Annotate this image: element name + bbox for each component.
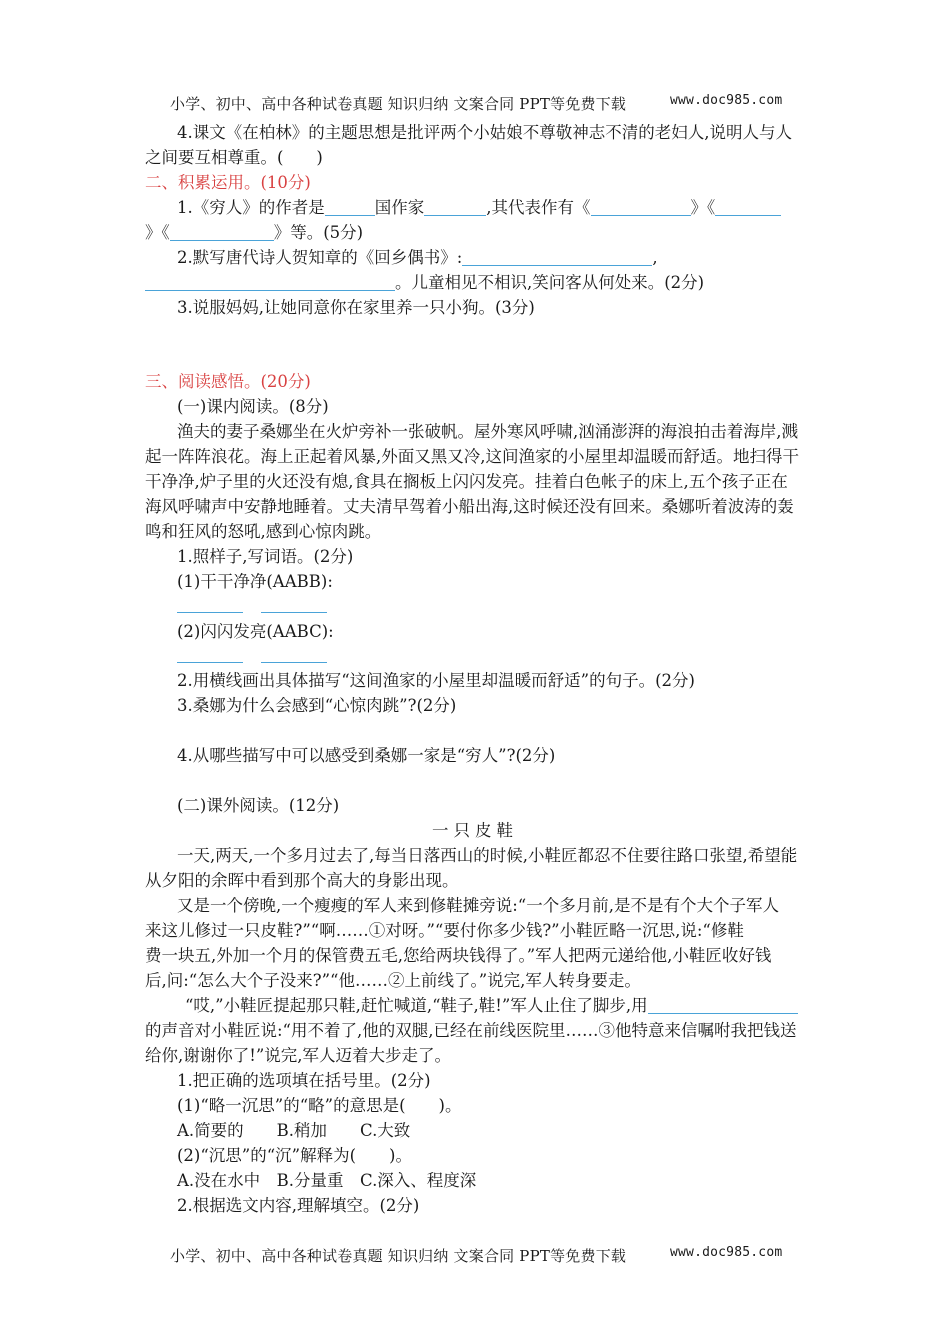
- sec1-title: (一)课内阅读。(8分): [177, 397, 329, 416]
- answer-line-aabb-1[interactable]: [177, 612, 243, 613]
- reading-q4: 4.从哪些描写中可以感受到桑娜一家是“穷人”?(2分): [177, 746, 556, 765]
- work1-blank[interactable]: [591, 197, 691, 216]
- reading-q1-2: (2)闪闪发亮(AABC):: [177, 622, 334, 641]
- reading-q1: 1.照样子,写词语。(2分): [177, 547, 354, 566]
- section-3-title: 三、阅读感悟。(20分): [145, 372, 311, 391]
- passage2-line: 来这儿修过一只皮鞋?”“啊……①对呀。”“要付你多少钱?”小鞋匠略一沉思,说:“修鞋: [145, 921, 744, 940]
- part2-q2-line2: [145, 270, 704, 295]
- passage2-line-with-blank: [185, 993, 798, 1018]
- q2-text-b: ,: [652, 248, 658, 267]
- passage2-line: 给你,谢谢你了!”说完,军人迈着大步走了。: [145, 1046, 452, 1065]
- story-q1-1-options: A.简要的 B.稍加 C.大致: [177, 1121, 411, 1140]
- q1-text-d: 》《: [690, 198, 716, 217]
- answer-line-aabb-2[interactable]: [261, 612, 327, 613]
- reading-q1-1: (1)干干净净(AABB):: [177, 572, 333, 591]
- part2-q1-line1: [177, 195, 781, 220]
- header-url: www.doc985.com: [670, 93, 783, 108]
- passage1-line: 干净净,炉子里的火还没有熄,食具在搁板上闪闪发亮。挂着白色帐子的床上,五个孩子正在: [145, 472, 788, 491]
- story-q1-2-options: A.没在水中 B.分量重 C.深入、程度深: [177, 1171, 477, 1190]
- passage2-text: “哎,”小鞋匠提起那只鞋,赶忙喊道,“鞋子,鞋!”军人止住了脚步,用: [185, 996, 648, 1015]
- answer-line-aabc-1[interactable]: [177, 662, 243, 663]
- reading-q3: 3.桑娜为什么会感到“心惊肉跳”?(2分): [177, 696, 457, 715]
- poem-line2-blank[interactable]: [145, 272, 395, 291]
- country-blank[interactable]: [424, 197, 486, 216]
- q1-text-e: 》《: [145, 223, 170, 242]
- story-q1-1: (1)“略一沉思”的“略”的意思是( )。: [177, 1096, 462, 1115]
- passage2-line: 从夕阳的余晖中看到那个高大的身影出现。: [145, 871, 459, 890]
- passage1-line: 鸣和狂风的怒吼,感到心惊肉跳。: [145, 522, 382, 541]
- passage2-line: 费一块五,外加一个月的保管费五毛,您给两块钱得了。”军人把两元递给他,小鞋匠收好钱: [145, 946, 772, 965]
- part2-q3: 3.说服妈妈,让她同意你在家里养一只小狗。(3分): [177, 298, 535, 317]
- passage1-line: 渔夫的妻子桑娜坐在火炉旁补一张破帆。屋外寒风呼啸,汹涌澎湃的海浪拍击着海岸,溅: [177, 422, 798, 441]
- header-text: 小学、初中、高中各种试卷真题 知识归纳 文案合同 PPT等免费下载: [170, 95, 627, 113]
- section-2-title: 二、积累运用。(10分): [145, 173, 311, 192]
- story-q1-2: (2)“沉思”的“沉”解释为( )。: [177, 1146, 412, 1165]
- work3-blank[interactable]: [170, 222, 274, 241]
- story-q2: 2.根据选文内容,理解填空。(2分): [177, 1196, 420, 1215]
- passage2-line: 一天,两天,一个多月过去了,每当日落西山的时候,小鞋匠都忍不住要往路口张望,希望能: [177, 846, 798, 865]
- q1-text-a: 1.《穷人》的作者是: [177, 198, 325, 217]
- q1-text-c: ,其代表作有《: [486, 198, 591, 217]
- passage2-line: 的声音对小鞋匠说:“用不着了,他的双腿,已经在前线医院里……③他特意来信嘱咐我把钱送: [145, 1021, 797, 1040]
- q1-text-b: 国作家: [374, 198, 425, 217]
- passage2-line: 后,问:“怎么大个子没来?”“他……②上前线了。”说完,军人转身要走。: [145, 971, 641, 990]
- passage2-line: 又是一个傍晚,一个瘦瘦的军人来到修鞋摊旁说:“一个多月前,是不是有个大个子军人: [177, 896, 779, 915]
- footer-text: 小学、初中、高中各种试卷真题 知识归纳 文案合同 PPT等免费下载: [170, 1247, 627, 1265]
- answer-line-aabc-2[interactable]: [261, 662, 327, 663]
- q2-text-a: 2.默写唐代诗人贺知章的《回乡偶书》:: [177, 248, 463, 267]
- work2-blank[interactable]: [715, 197, 781, 216]
- reading-q2: 2.用横线画出具体描写“这间渔家的小屋里却温暖而舒适”的句子。(2分): [177, 671, 695, 690]
- footer-url: www.doc985.com: [670, 1245, 783, 1260]
- author-blank[interactable]: [325, 197, 375, 216]
- sec2-title: (二)课外阅读。(12分): [177, 796, 340, 815]
- story-q1: 1.把正确的选项填在括号里。(2分): [177, 1071, 431, 1090]
- q4-line1: 4.课文《在柏林》的主题思想是批评两个小姑娘不尊敬神志不清的老妇人,说明人与人: [177, 123, 792, 142]
- passage1-line: 海风呼啸声中安静地睡着。丈夫清早驾着小船出海,这时候还没有回来。桑娜听着波涛的轰: [145, 497, 794, 516]
- q4-line2: 之间要互相尊重。( ): [145, 148, 323, 167]
- part2-q1-line2: [145, 220, 363, 245]
- voice-blank[interactable]: [648, 995, 798, 1014]
- page-header: [170, 93, 783, 114]
- poem-line1-blank[interactable]: [462, 247, 652, 266]
- page-footer: [170, 1245, 783, 1266]
- passage1-line: 起一阵阵浪花。海上正起着风暴,外面又黑又冷,这间渔家的小屋里却温暖而舒适。地扫得干: [145, 447, 799, 466]
- story-title: 一只皮鞋: [432, 821, 518, 840]
- q2-text-c: 。儿童相见不相识,笑问客从何处来。(2分): [395, 273, 705, 292]
- q1-text-f: 》等。(5分): [273, 223, 364, 242]
- part2-q2-line1: [177, 245, 658, 270]
